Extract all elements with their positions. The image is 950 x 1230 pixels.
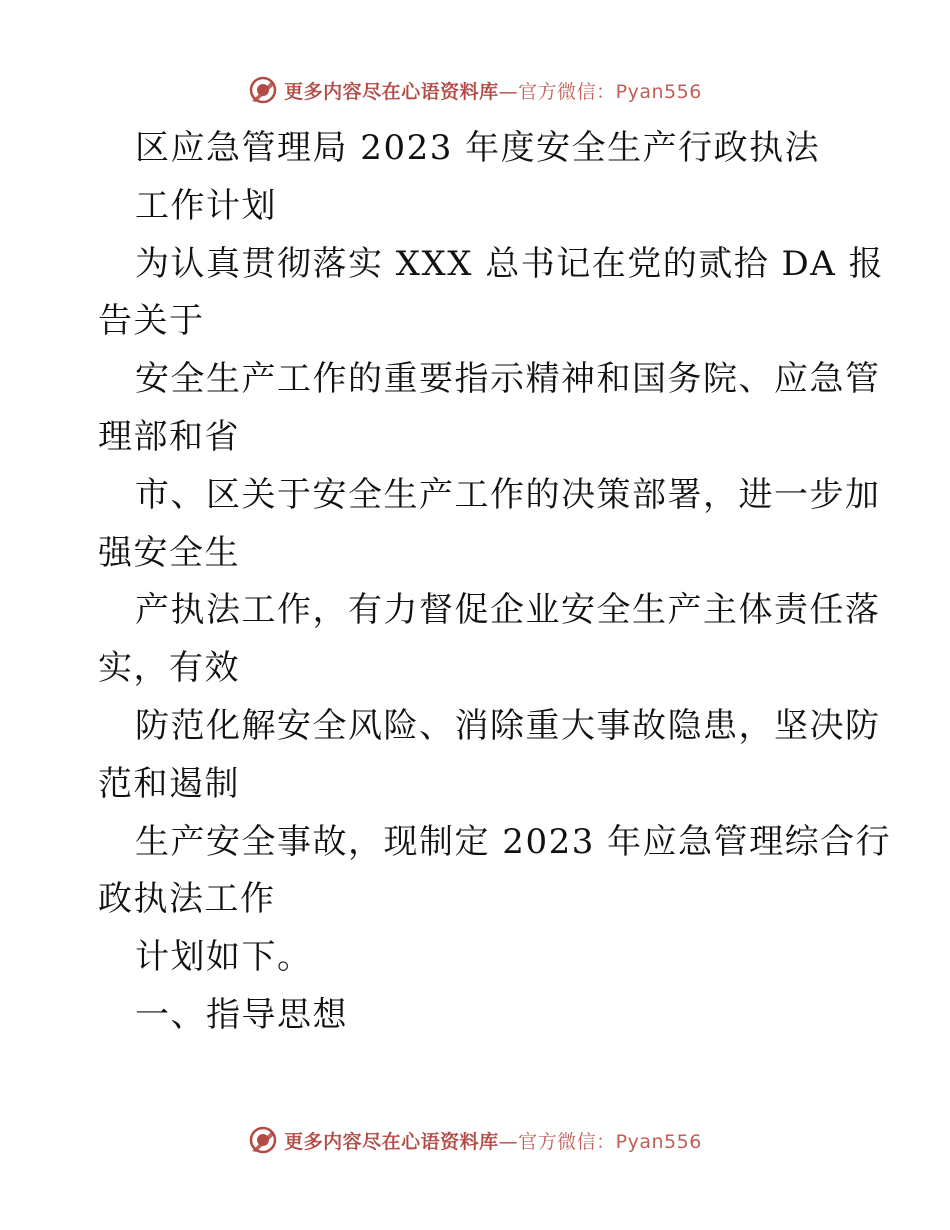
paragraph-line: 理部和省	[98, 416, 240, 457]
watermark-main: 更多内容尽在心语资料库	[284, 80, 499, 103]
paragraph-line: 市、区关于安全生产工作的决策部署，进一步加	[135, 474, 881, 515]
paragraph-line: 告关于	[98, 301, 205, 342]
paragraph-line: 计划如下。	[135, 937, 313, 978]
watermark-sub: 官方微信：Pyan556	[518, 80, 702, 103]
paragraph-line: 范和遏制	[98, 763, 240, 804]
quill-pen-seal-icon	[248, 75, 278, 105]
watermark-main: 更多内容尽在心语资料库	[284, 1130, 499, 1153]
paragraph-line: 防范化解安全风险、消除重大事故隐患，坚决防	[135, 705, 881, 746]
footer-watermark	[0, 1120, 950, 1160]
watermark-text	[284, 1127, 702, 1154]
watermark-sub: 官方微信：Pyan556	[518, 1130, 702, 1153]
section-heading: 一、指导思想	[135, 994, 348, 1035]
document-title-line-1: 区应急管理局 2023 年度安全生产行政执法	[135, 128, 821, 168]
header-watermark	[0, 70, 950, 110]
quill-pen-seal-icon	[248, 1125, 278, 1155]
paragraph-line: 产执法工作，有力督促企业安全生产主体责任落	[135, 590, 881, 631]
watermark-separator: —	[498, 80, 519, 103]
paragraph-line: 政执法工作	[98, 879, 276, 920]
document-title-line-2: 工作计划	[135, 185, 277, 226]
paragraph-line: 安全生产工作的重要指示精神和国务院、应急管	[135, 359, 881, 400]
paragraph-line: 强安全生	[98, 532, 240, 573]
watermark-separator: —	[498, 1130, 519, 1153]
document-body	[98, 120, 892, 1045]
watermark-text	[284, 77, 702, 104]
paragraph-line: 为认真贯彻落实 XXX 总书记在党的贰拾 DA 报	[135, 243, 885, 284]
paragraph-line: 生产安全事故，现制定 2023 年应急管理综合行	[135, 821, 892, 862]
paragraph-line: 实，有效	[98, 648, 240, 689]
